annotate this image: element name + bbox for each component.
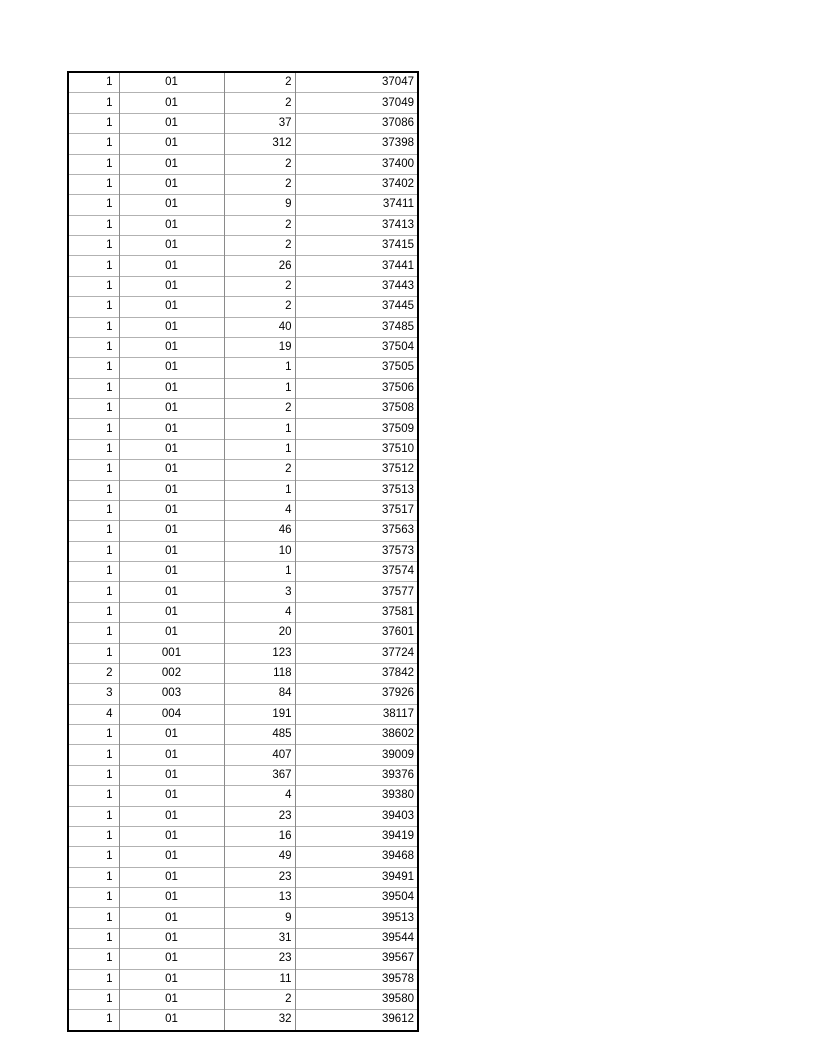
table-cell-col-1: 1 — [68, 745, 119, 765]
table-row — [68, 684, 418, 704]
table-cell-col-1: 1 — [68, 1010, 119, 1031]
table-cell-col-4: 37510 — [295, 439, 418, 459]
table-cell-col-2: 01 — [119, 93, 224, 113]
table-cell-col-2: 01 — [119, 317, 224, 337]
table-cell-col-4: 37517 — [295, 500, 418, 520]
table-cell-col-4: 39468 — [295, 847, 418, 867]
table-cell-col-1: 1 — [68, 419, 119, 439]
table-row — [68, 154, 418, 174]
table-cell-col-2: 01 — [119, 745, 224, 765]
table-row — [68, 582, 418, 602]
table-cell-col-3: 123 — [224, 643, 295, 663]
table-cell-col-4: 37504 — [295, 337, 418, 357]
table-cell-col-4: 37413 — [295, 215, 418, 235]
table-row — [68, 602, 418, 622]
table-cell-col-4: 37926 — [295, 684, 418, 704]
table-cell-col-3: 32 — [224, 1010, 295, 1031]
table-cell-col-2: 01 — [119, 969, 224, 989]
table-cell-col-3: 1 — [224, 358, 295, 378]
table-row — [68, 989, 418, 1009]
table-cell-col-2: 004 — [119, 704, 224, 724]
table-cell-col-4: 37402 — [295, 174, 418, 194]
table-row — [68, 358, 418, 378]
table-row — [68, 93, 418, 113]
table-cell-col-4: 37398 — [295, 134, 418, 154]
table-cell-col-3: 3 — [224, 582, 295, 602]
table-cell-col-1: 1 — [68, 826, 119, 846]
table-cell-col-1: 1 — [68, 643, 119, 663]
table-cell-col-3: 2 — [224, 154, 295, 174]
table-cell-col-1: 1 — [68, 276, 119, 296]
table-cell-col-1: 1 — [68, 439, 119, 459]
table-cell-col-2: 01 — [119, 725, 224, 745]
table-cell-col-2: 01 — [119, 236, 224, 256]
table-cell-col-3: 1 — [224, 562, 295, 582]
table-cell-col-2: 01 — [119, 949, 224, 969]
table-cell-col-2: 01 — [119, 765, 224, 785]
table-cell-col-3: 2 — [224, 989, 295, 1009]
table-cell-col-3: 2 — [224, 72, 295, 93]
table-cell-col-3: 49 — [224, 847, 295, 867]
table-cell-col-2: 01 — [119, 888, 224, 908]
table-cell-col-3: 2 — [224, 236, 295, 256]
table-cell-col-4: 37512 — [295, 460, 418, 480]
table-cell-col-1: 1 — [68, 460, 119, 480]
table-cell-col-3: 118 — [224, 663, 295, 683]
table-row — [68, 643, 418, 663]
table-cell-col-2: 01 — [119, 154, 224, 174]
table-cell-col-2: 01 — [119, 378, 224, 398]
table-cell-col-4: 37049 — [295, 93, 418, 113]
table-row — [68, 623, 418, 643]
data-table — [67, 71, 419, 1032]
table-cell-col-2: 01 — [119, 460, 224, 480]
table-cell-col-4: 39403 — [295, 806, 418, 826]
table-cell-col-4: 37842 — [295, 663, 418, 683]
table-row — [68, 745, 418, 765]
table-row — [68, 113, 418, 133]
table-row — [68, 337, 418, 357]
table-cell-col-3: 26 — [224, 256, 295, 276]
table-cell-col-2: 01 — [119, 134, 224, 154]
table-cell-col-1: 1 — [68, 134, 119, 154]
table-cell-col-4: 37400 — [295, 154, 418, 174]
table-cell-col-2: 01 — [119, 1010, 224, 1031]
table-cell-col-2: 01 — [119, 113, 224, 133]
table-row — [68, 969, 418, 989]
table-row — [68, 704, 418, 724]
table-cell-col-3: 2 — [224, 399, 295, 419]
table-cell-col-1: 1 — [68, 113, 119, 133]
table-cell-col-3: 367 — [224, 765, 295, 785]
table-cell-col-1: 1 — [68, 725, 119, 745]
table-cell-col-3: 13 — [224, 888, 295, 908]
table-cell-col-2: 001 — [119, 643, 224, 663]
table-cell-col-2: 01 — [119, 541, 224, 561]
table-row — [68, 786, 418, 806]
table-cell-col-4: 39580 — [295, 989, 418, 1009]
table-row — [68, 663, 418, 683]
table-cell-col-3: 84 — [224, 684, 295, 704]
table-cell-col-3: 9 — [224, 195, 295, 215]
table-row — [68, 1010, 418, 1031]
table-cell-col-4: 37441 — [295, 256, 418, 276]
table-cell-col-2: 01 — [119, 419, 224, 439]
table-row — [68, 378, 418, 398]
table-cell-col-4: 37505 — [295, 358, 418, 378]
table-cell-col-4: 39612 — [295, 1010, 418, 1031]
table-cell-col-2: 003 — [119, 684, 224, 704]
table-cell-col-1: 1 — [68, 337, 119, 357]
table-cell-col-1: 1 — [68, 969, 119, 989]
table-row — [68, 562, 418, 582]
table-cell-col-3: 2 — [224, 297, 295, 317]
table-cell-col-1: 1 — [68, 541, 119, 561]
table-cell-col-2: 01 — [119, 989, 224, 1009]
table-cell-col-1: 1 — [68, 317, 119, 337]
table-cell-col-4: 37574 — [295, 562, 418, 582]
table-cell-col-4: 39513 — [295, 908, 418, 928]
table-cell-col-1: 1 — [68, 786, 119, 806]
table-cell-col-3: 485 — [224, 725, 295, 745]
table-cell-col-3: 37 — [224, 113, 295, 133]
table-row — [68, 419, 418, 439]
table-cell-col-4: 37508 — [295, 399, 418, 419]
table-cell-col-3: 1 — [224, 378, 295, 398]
table-row — [68, 195, 418, 215]
table-cell-col-4: 37415 — [295, 236, 418, 256]
table-row — [68, 541, 418, 561]
table-row — [68, 72, 418, 93]
table-row — [68, 297, 418, 317]
table-cell-col-4: 37573 — [295, 541, 418, 561]
table-cell-col-4: 37513 — [295, 480, 418, 500]
table-cell-col-3: 191 — [224, 704, 295, 724]
table-cell-col-3: 2 — [224, 276, 295, 296]
table-cell-col-2: 01 — [119, 806, 224, 826]
table-row — [68, 256, 418, 276]
table-cell-col-3: 2 — [224, 460, 295, 480]
table-cell-col-1: 1 — [68, 949, 119, 969]
table-cell-col-1: 1 — [68, 521, 119, 541]
table-row — [68, 236, 418, 256]
table-cell-col-2: 01 — [119, 867, 224, 887]
table-cell-col-4: 37445 — [295, 297, 418, 317]
table-cell-col-1: 1 — [68, 500, 119, 520]
table-cell-col-3: 4 — [224, 500, 295, 520]
table-row — [68, 439, 418, 459]
table-cell-col-2: 01 — [119, 602, 224, 622]
table-cell-col-2: 002 — [119, 663, 224, 683]
table-cell-col-3: 9 — [224, 908, 295, 928]
table-cell-col-1: 1 — [68, 888, 119, 908]
table-cell-col-4: 37506 — [295, 378, 418, 398]
table-cell-col-3: 10 — [224, 541, 295, 561]
table-cell-col-4: 39009 — [295, 745, 418, 765]
table-cell-col-1: 4 — [68, 704, 119, 724]
table-row — [68, 888, 418, 908]
table-row — [68, 908, 418, 928]
table-cell-col-1: 1 — [68, 562, 119, 582]
table-cell-col-1: 1 — [68, 582, 119, 602]
table-cell-col-2: 01 — [119, 786, 224, 806]
table-cell-col-1: 1 — [68, 236, 119, 256]
table-cell-col-2: 01 — [119, 928, 224, 948]
table-cell-col-2: 01 — [119, 399, 224, 419]
table-row — [68, 500, 418, 520]
table-cell-col-3: 23 — [224, 867, 295, 887]
table-cell-col-1: 1 — [68, 256, 119, 276]
table-cell-col-4: 37047 — [295, 72, 418, 93]
table-cell-col-4: 37086 — [295, 113, 418, 133]
table-cell-col-1: 1 — [68, 195, 119, 215]
table-cell-col-3: 31 — [224, 928, 295, 948]
table-cell-col-1: 1 — [68, 480, 119, 500]
table-cell-col-2: 01 — [119, 337, 224, 357]
table-cell-col-3: 16 — [224, 826, 295, 846]
table-cell-col-2: 01 — [119, 908, 224, 928]
table-cell-col-2: 01 — [119, 562, 224, 582]
table-row — [68, 847, 418, 867]
table-cell-col-1: 1 — [68, 928, 119, 948]
table-cell-col-4: 37411 — [295, 195, 418, 215]
table-cell-col-1: 1 — [106, 76, 113, 89]
table-body — [68, 72, 418, 1031]
table-row — [68, 399, 418, 419]
table-cell-col-4: 38117 — [295, 704, 418, 724]
table-cell-col-2: 01 — [119, 215, 224, 235]
table-cell-col-3: 4 — [224, 786, 295, 806]
table-cell-col-2: 01 — [119, 439, 224, 459]
table-cell-col-2: 01 — [119, 358, 224, 378]
table-row — [68, 867, 418, 887]
table-cell-col-3: 2 — [224, 215, 295, 235]
table-cell-col-4: 37485 — [295, 317, 418, 337]
table-cell-col-2: 01 — [119, 174, 224, 194]
table-cell-col-1: 1 — [68, 358, 119, 378]
table-cell-col-3: 20 — [224, 623, 295, 643]
table-row — [68, 174, 418, 194]
table-cell-col-4: 37563 — [295, 521, 418, 541]
table-cell-col-1: 1 — [68, 989, 119, 1009]
table-row — [68, 521, 418, 541]
table-cell-col-4: 39504 — [295, 888, 418, 908]
table-cell-col-4: 37724 — [295, 643, 418, 663]
table-row — [68, 134, 418, 154]
table-row — [68, 826, 418, 846]
table-cell-col-1: 1 — [68, 215, 119, 235]
table-row — [68, 725, 418, 745]
table-cell-col-2: 01 — [119, 500, 224, 520]
table-row — [68, 317, 418, 337]
table-cell-col-2: 01 — [119, 521, 224, 541]
table-cell-col-2: 01 — [119, 847, 224, 867]
table-cell-col-1: 1 — [68, 806, 119, 826]
table-cell-col-4: 39419 — [295, 826, 418, 846]
table-cell-col-3: 312 — [224, 134, 295, 154]
table-cell-col-2: 01 — [119, 826, 224, 846]
table-cell-col-1: 1 — [68, 154, 119, 174]
table-row — [68, 276, 418, 296]
table-cell-col-4: 39376 — [295, 765, 418, 785]
table-cell-col-2: 01 — [119, 195, 224, 215]
table-row — [68, 460, 418, 480]
table-cell-col-4: 39544 — [295, 928, 418, 948]
table-cell-col-3: 4 — [224, 602, 295, 622]
table-cell-col-1: 1 — [68, 378, 119, 398]
table-cell-col-2: 01 — [119, 623, 224, 643]
table-row — [68, 215, 418, 235]
table-cell-col-2: 01 — [119, 256, 224, 276]
table-cell-col-1: 1 — [68, 174, 119, 194]
table-cell-col-4: 37577 — [295, 582, 418, 602]
table-cell-col-3: 23 — [224, 949, 295, 969]
table-cell-col-3: 407 — [224, 745, 295, 765]
table-cell-col-2: 01 — [119, 72, 224, 93]
table-cell-col-4: 38602 — [295, 725, 418, 745]
table-cell-col-4: 39491 — [295, 867, 418, 887]
table-cell-col-4: 37601 — [295, 623, 418, 643]
table-cell-col-3: 1 — [224, 419, 295, 439]
table-cell-col-3: 2 — [224, 93, 295, 113]
table-cell-col-3: 1 — [224, 480, 295, 500]
table-cell-col-3: 2 — [224, 174, 295, 194]
table-cell-col-3: 11 — [224, 969, 295, 989]
table-row — [68, 480, 418, 500]
table-cell-col-1: 1 — [68, 399, 119, 419]
table-cell-col-1: 1 — [68, 93, 119, 113]
table-cell-col-3: 46 — [224, 521, 295, 541]
table-cell-col-4: 39578 — [295, 969, 418, 989]
table-cell-col-3: 19 — [224, 337, 295, 357]
table-row — [68, 949, 418, 969]
table-cell-col-1: 1 — [68, 623, 119, 643]
table-cell-col-4: 37581 — [295, 602, 418, 622]
table-cell-col-2: 01 — [119, 297, 224, 317]
table-cell-col-1: 1 — [68, 602, 119, 622]
table-cell-col-3: 1 — [224, 439, 295, 459]
table-cell-col-3: 23 — [224, 806, 295, 826]
table-cell-col-1: 1 — [68, 908, 119, 928]
table-cell-col-4: 39380 — [295, 786, 418, 806]
table-row — [68, 806, 418, 826]
table-cell-col-2: 01 — [119, 276, 224, 296]
table-cell-col-2: 01 — [119, 582, 224, 602]
table-cell-col-1: 1 — [68, 297, 119, 317]
table-cell-col-1: 2 — [68, 663, 119, 683]
table-cell-col-4: 37509 — [295, 419, 418, 439]
table-cell-col-3: 40 — [224, 317, 295, 337]
table-cell-col-1: 1 — [68, 867, 119, 887]
table-cell-col-1: 3 — [68, 684, 119, 704]
table-cell-col-4: 39567 — [295, 949, 418, 969]
table-cell-col-1: 1 — [68, 765, 119, 785]
table-cell-col-2: 01 — [119, 480, 224, 500]
table-row — [68, 765, 418, 785]
table-cell-col-1: 1 — [68, 847, 119, 867]
table-cell-col-4: 37443 — [295, 276, 418, 296]
table-row — [68, 928, 418, 948]
